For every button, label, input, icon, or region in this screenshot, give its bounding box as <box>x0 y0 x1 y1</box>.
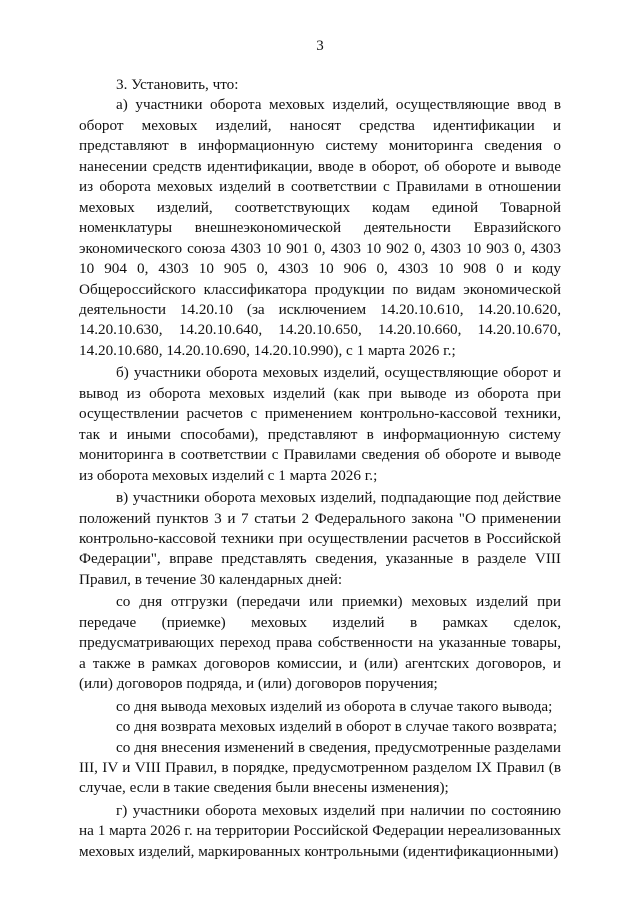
clause-return-day: со дня возврата меховых изделий в оборот в случае такого возврата; <box>116 718 558 736</box>
subparagraph-g: г) участники оборота меховых изделий при наличии по состоянию на 1 марта 2026 г. на территории Российской Федерации нереализованных меховых изделий, маркированных контрольными (идентификационными) <box>79 801 561 860</box>
clause-changes-day: со дня внесения изменений в сведения, предусмотренные разделами III, IV и VIII Правил, в порядке, предусмотренном разделом IX Правил (в случае, если в такие сведения были внесены изменения); <box>79 738 561 797</box>
clause-withdrawal-day: со дня вывода меховых изделий из оборота в случае такого вывода; <box>116 697 553 715</box>
document-body <box>79 75 561 862</box>
subparagraph-v: в) участники оборота меховых изделий, подпадающие под действие положений пунктов 3 и 7 статьи 2 Федерального закона "О применении контрольно-кассовой техники при осуществлении расчетов в Российской Федерации", вправе представлять сведения, указанные в разделе VIII Правил, в течение 30 календарных дней: <box>79 489 561 588</box>
paragraph-item-3-heading: 3. Установить, что: <box>116 76 239 93</box>
page-number: 3 <box>316 38 324 54</box>
subparagraph-b: б) участники оборота меховых изделий, осуществляющие оборот и вывод из оборота меховых изделий (как при выводе из оборота при осуществлении расчетов с применением контрольно-кассовой техники, так и иными способами), представляют в информационную систему мониторинга в соответствии с Правилами сведения об обороте и выводе из оборота меховых изделий с 1 марта 2026 г.; <box>79 364 561 484</box>
subparagraph-a: а) участники оборота меховых изделий, осуществляющие ввод в оборот меховых изделий, наносят средства идентификации и представляют в информационную систему мониторинга сведения о нанесении средств идентификации, вводе в оборот, об обороте и выводе из оборота меховых изделий в соответствии с Правилами в отношении меховых изделий, соответствующих кодам единой Товарной номенклатуры внешнеэкономической деятельности Евразийского экономического союза 4303 10 901 0, 4303 10 902 0, 4303 10 903 0, 4303 10 904 0, 4303 10 905 0, 4303 10 906 0, 4303 10 908 0 и коду Общероссийского классификатора продукции по видам экономической деятельности 14.20.10 (за исключением 14.20.10.610, 14.20.10.620, 14.20.10.630, 14.20.10.640, 14.20.10.650, 14.20.10.660, 14.20.10.670, 14.20.10.680, 14.20.10.690, 14.20.10.990), с 1 марта 2026 г.; <box>79 96 561 359</box>
clause-shipment-day: со дня отгрузки (передачи или приемки) меховых изделий при передаче (приемке) меховых изделий в рамках сделок, предусматривающих переход права собственности на указанные товары, а также в рамках договоров комиссии, и (или) агентских договоров, и (или) договоров подряда, и (или) договоров поручения; <box>79 593 561 693</box>
